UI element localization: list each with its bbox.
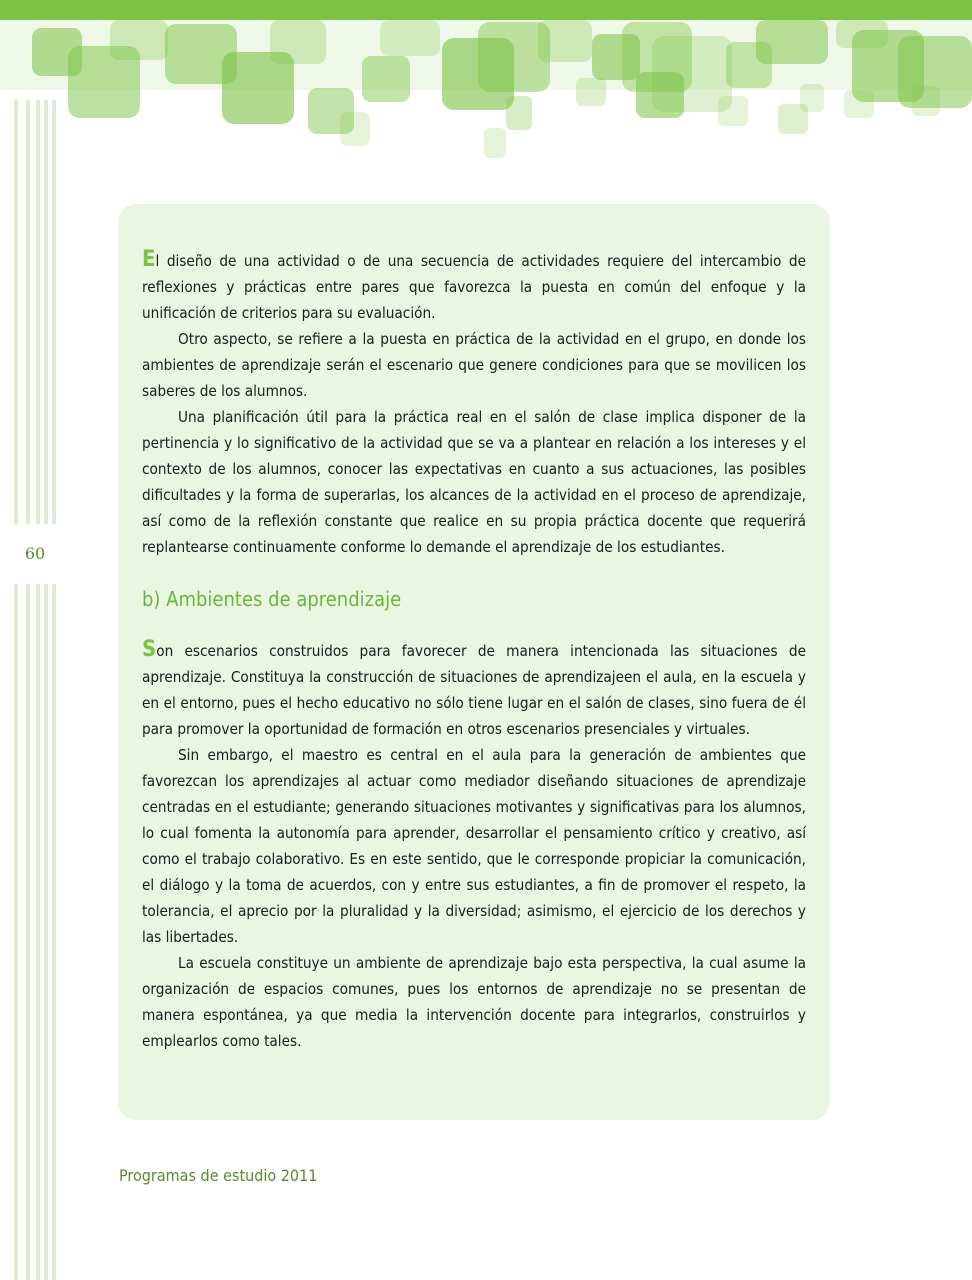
header-decorative-squares [0,0,972,170]
paragraph-text: l diseño de una actividad o de una secuencia de actividades requiere del intercambio de reflexiones y prácticas entre pares que favorezca la puesta en común del enfoque y la unificación de criterios para su evaluación. [142,252,806,322]
body-text [142,248,806,1054]
paragraph: Sin embargo, el maestro es central en el aula para la generación de ambientes que favorezcan los aprendizajes al actuar como mediador diseñando situaciones de aprendizaje centradas en el estudiante; generando situaciones motivantes y significativas para los alumnos, lo cual fomenta la autonomía para aprender, desarrollar el pensamiento crítico y creativo, así como el trabajo colaborativo. Es en este sentido, que le corresponde propiciar la comunicación, el diálogo y la toma de acuerdos, con y entre sus estudiantes, a fin de promover el respeto, la tolerancia, el aprecio por la pluralidad y la diversidad; asimismo, el ejercicio de los derechos y las libertades. [142,746,806,946]
footer-title: Programas de estudio 2011 [119,1166,318,1185]
drop-cap: S [142,637,157,662]
paragraph [142,638,806,742]
drop-cap: E [142,247,156,272]
page-number: 60 [24,544,46,563]
paragraph [142,248,806,326]
left-margin-stripes [14,100,58,1280]
paragraph-text: on escenarios construidos para favorecer de manera intencionada las situaciones de aprendizaje. Constituya la construcción de situaciones de aprendizajeen el aula, en la escuela y en el entorno, pues el hecho educativo no sólo tiene lugar en el salón de clases, sino fuera de él para promover la oportunidad de formación en otros escenarios presenciales y virtuales. [142,642,806,738]
paragraph: La escuela constituye un ambiente de aprendizaje bajo esta perspectiva, la cual asume la organización de espacios comunes, pues los entornos de aprendizaje no se presentan de manera espontánea, ya que media la intervención docente para integrarlos, construirlos y emplearlos como tales. [142,954,806,1050]
paragraph: Una planificación útil para la práctica real en el salón de clase implica disponer de la pertinencia y lo significativo de la actividad que se va a plantear en relación a los intereses y el contexto de los alumnos, conocer las expectativas en cuanto a sus actuaciones, las posibles dificultades y la forma de superarlas, los alcances de la actividad en el proceso de aprendizaje, así como de la reflexión constante que realice en su propia práctica docente que requerirá replantearse continuamente conforme lo demande el aprendizaje de los estudiantes. [142,408,806,556]
section-heading: b) Ambientes de aprendizaje [142,587,402,611]
paragraph: Otro aspecto, se refiere a la puesta en práctica de la actividad en el grupo, en donde los ambientes de aprendizaje serán el escenario que genere condiciones para que se movilicen los saberes de los alumnos. [142,330,806,400]
